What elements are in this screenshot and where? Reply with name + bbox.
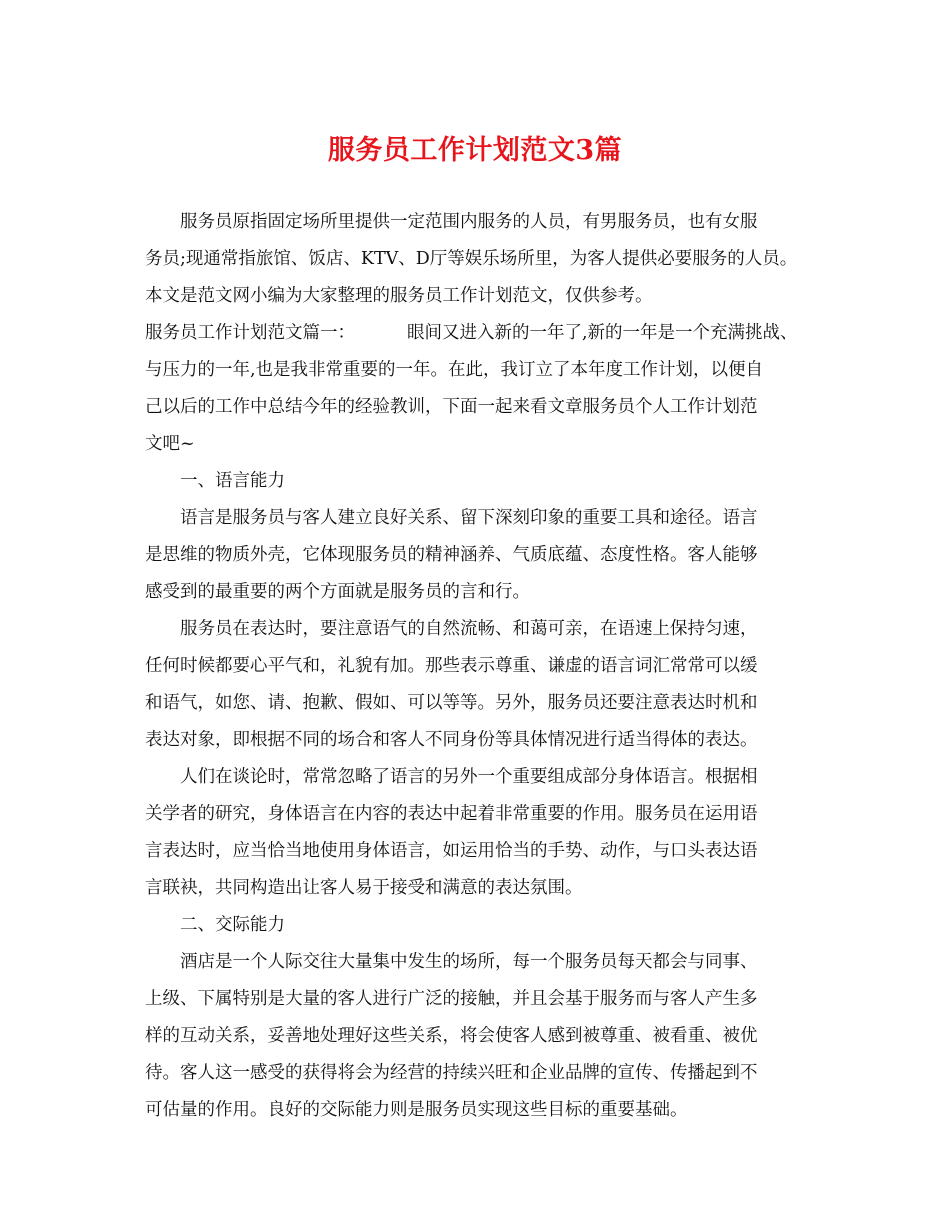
paragraph-line: 本文是范文网小编为大家整理的服务员工作计划范文，仅供参考。 xyxy=(145,286,653,306)
paragraph-line: 样的互动关系，妥善地处理好这些关系，将会使客人感到被尊重、被看重、被优 xyxy=(145,1026,758,1046)
paragraph-line: 文吧~ xyxy=(145,434,195,454)
paragraph-line: 表达对象，即根据不同的场合和客人不同身份等具体情况进行适当得体的表达。 xyxy=(145,730,758,750)
paragraph-line: 语言是服务员与客人建立良好关系、留下深刻印象的重要工具和途径。语言 xyxy=(180,508,758,528)
paragraph-line: 和语气，如您、请、抱歉、假如、可以等等。另外，服务员还要注意表达时机和 xyxy=(145,693,758,713)
document-title: 服务员工作计划范文3篇 xyxy=(327,135,623,166)
paragraph-line: 服务员原指固定场所里提供一定范围内服务的人员，有男服务员，也有女服 xyxy=(180,212,758,232)
document-body xyxy=(145,204,825,1129)
section-label: 服务员工作计划范文篇一： xyxy=(145,323,355,343)
paragraph-line: 感受到的最重要的两个方面就是服务员的言和行。 xyxy=(145,582,530,602)
paragraph-line: 人们在谈论时，常常忽略了语言的另外一个重要组成部分身体语言。根据相 xyxy=(180,767,758,787)
paragraph-line: 己以后的工作中总结今年的经验教训，下面一起来看文章服务员个人工作计划范 xyxy=(145,397,758,417)
section-intro-line xyxy=(145,315,825,352)
paragraph-line: 待。客人这一感受的获得将会为经营的持续兴旺和企业品牌的宣传、传播起到不 xyxy=(145,1063,758,1083)
paragraph-line: 与压力的一年,也是我非常重要的一年。在此，我订立了本年度工作计划，以便自 xyxy=(145,360,764,380)
paragraph-line: 是思维的物质外壳，它体现服务员的精神涵养、气质底蕴、态度性格。客人能够 xyxy=(145,545,758,565)
paragraph-line: 关学者的研究，身体语言在内容的表达中起着非常重要的作用。服务员在运用语 xyxy=(145,804,758,824)
paragraph-line: 任何时候都要心平气和，礼貌有加。那些表示尊重、谦虚的语言词汇常常可以缓 xyxy=(145,656,758,676)
section-heading: 二、交际能力 xyxy=(180,915,285,935)
paragraph-line: 服务员在表达时，要注意语气的自然流畅、和蔼可亲，在语速上保持匀速， xyxy=(180,619,758,639)
paragraph-line: 上级、下属特别是大量的客人进行广泛的接触，并且会基于服务而与客人产生多 xyxy=(145,989,758,1009)
paragraph-text: 眼间又进入新的一年了,新的一年是一个充满挑战、 xyxy=(407,323,798,343)
paragraph-line: 务员;现通常指旅馆、饭店、KTV、D厅等娱乐场所里，为客人提供必要服务的人员。 xyxy=(145,249,798,269)
paragraph-line: 可估量的作用。良好的交际能力则是服务员实现这些目标的重要基础。 xyxy=(145,1100,688,1120)
paragraph-line: 言表达时，应当恰当地使用身体语言，如运用恰当的手势、动作，与口头表达语 xyxy=(145,841,758,861)
paragraph-line: 言联袂，共同构造出让客人易于接受和满意的表达氛围。 xyxy=(145,878,583,898)
section-heading: 一、语言能力 xyxy=(180,471,285,491)
paragraph-line: 酒店是一个人际交往大量集中发生的场所，每一个服务员每天都会与同事、 xyxy=(180,952,758,972)
